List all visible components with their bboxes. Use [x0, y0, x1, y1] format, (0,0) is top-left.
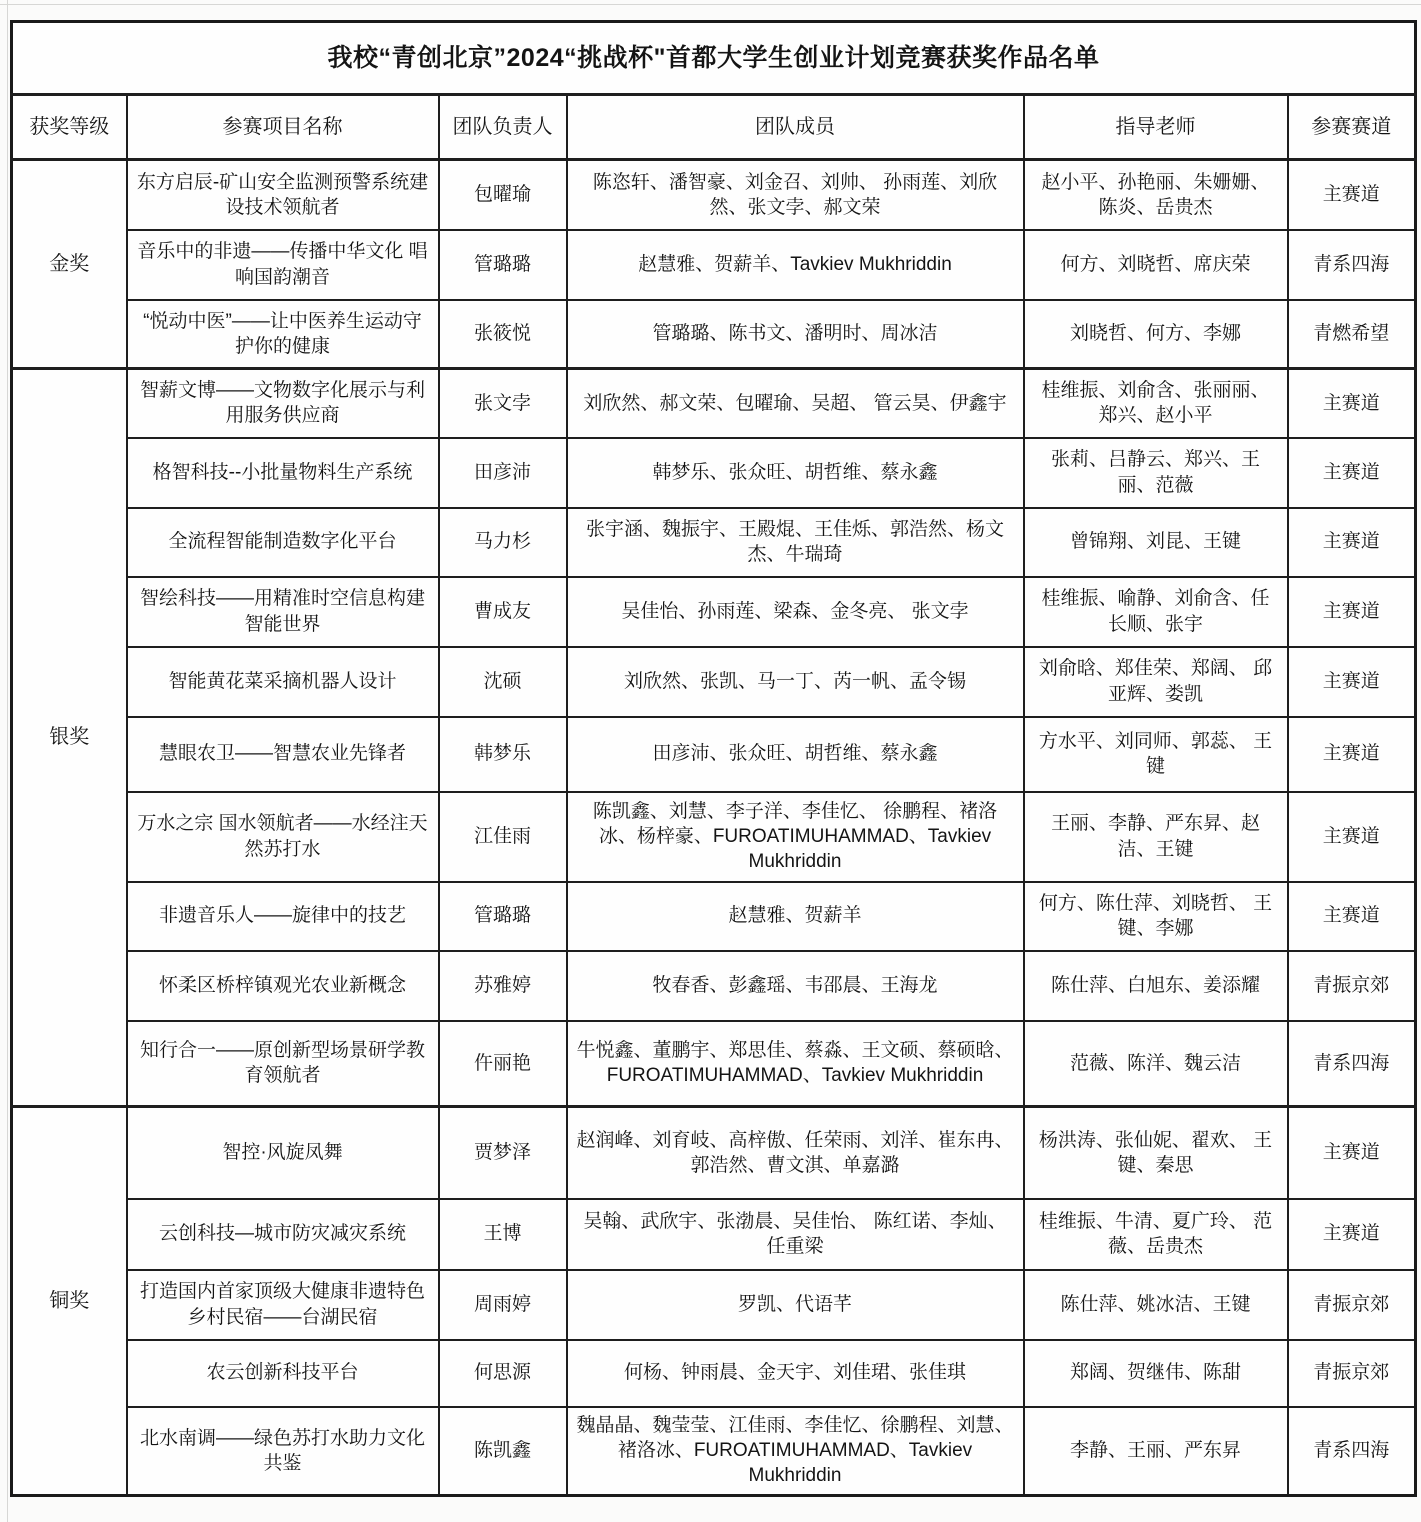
track-cell: 青燃希望	[1288, 300, 1416, 369]
table-row	[12, 508, 1416, 577]
advisors-cell: 郑阔、贺继伟、陈甜	[1024, 1340, 1288, 1407]
members-cell: 张宇涵、魏振宇、王殿焜、王佳烁、郭浩然、杨文杰、牛瑞琦	[567, 508, 1024, 577]
members-cell: 韩梦乐、张众旺、胡哲维、蔡永鑫	[567, 438, 1024, 508]
members-cell: 魏晶晶、魏莹莹、江佳雨、李佳忆、徐鹏程、刘慧、褚洛冰、FUROATIMUHAMMAD、Tavkiev Mukhriddin	[567, 1407, 1024, 1496]
column-header-members: 团队成员	[567, 95, 1024, 160]
table-row	[12, 1021, 1416, 1107]
leader-cell: 王博	[439, 1199, 567, 1270]
leader-cell: 贾梦泽	[439, 1107, 567, 1199]
project-cell: 非遗音乐人——旋律中的技艺	[127, 882, 439, 951]
project-cell: 怀柔区桥梓镇观光农业新概念	[127, 951, 439, 1021]
table-row	[12, 1270, 1416, 1340]
table-row	[12, 300, 1416, 369]
track-cell: 主赛道	[1288, 1199, 1416, 1270]
leader-cell: 张筱悦	[439, 300, 567, 369]
award-level-gold: 金奖	[12, 160, 127, 369]
project-cell: 慧眼农卫——智慧农业先锋者	[127, 717, 439, 792]
advisors-cell: 桂维振、喻静、刘俞含、任长顺、张宇	[1024, 577, 1288, 647]
leader-cell: 管璐璐	[439, 882, 567, 951]
project-cell: 智薪文博——文物数字化展示与利用服务供应商	[127, 369, 439, 438]
track-cell: 主赛道	[1288, 438, 1416, 508]
awards-table	[10, 20, 1417, 1497]
members-cell: 陈凯鑫、刘慧、李子洋、李佳忆、 徐鹏程、褚洛冰、杨梓豪、FUROATIMUHAMMAD、Tavkiev Mukhriddin	[567, 792, 1024, 882]
members-cell: 何杨、钟雨晨、金天宇、刘佳珺、张佳琪	[567, 1340, 1024, 1407]
project-cell: 农云创新科技平台	[127, 1340, 439, 1407]
members-cell: 陈恣轩、潘智豪、刘金召、刘帅、 孙雨莲、刘欣然、张文孛、郝文荣	[567, 160, 1024, 230]
column-header-award: 获奖等级	[12, 95, 127, 160]
advisors-cell: 刘晓哲、何方、李娜	[1024, 300, 1288, 369]
advisors-cell: 方水平、刘同师、郭蕊、 王键	[1024, 717, 1288, 792]
members-cell: 牛悦鑫、董鹏宇、郑思佳、蔡淼、王文硕、蔡硕晗、FUROATIMUHAMMAD、Tavkiev Mukhriddin	[567, 1021, 1024, 1107]
leader-cell: 沈硕	[439, 647, 567, 717]
advisors-cell: 桂维振、刘俞含、张丽丽、郑兴、赵小平	[1024, 369, 1288, 438]
track-cell: 青系四海	[1288, 1407, 1416, 1496]
project-cell: 智能黄花菜采摘机器人设计	[127, 647, 439, 717]
project-cell: 云创科技—城市防灾减灾系统	[127, 1199, 439, 1270]
award-level-bronze: 铜奖	[12, 1107, 127, 1496]
column-header-leader: 团队负责人	[439, 95, 567, 160]
members-cell: 赵润峰、刘育岐、高梓傲、任荣雨、刘洋、崔东冉、郭浩然、曹文淇、单嘉潞	[567, 1107, 1024, 1199]
project-cell: 万水之宗 国水领航者——水经注天然苏打水	[127, 792, 439, 882]
track-cell: 青振京郊	[1288, 1270, 1416, 1340]
track-cell: 主赛道	[1288, 792, 1416, 882]
leader-cell: 马力杉	[439, 508, 567, 577]
column-header-advisors: 指导老师	[1024, 95, 1288, 160]
table-row	[12, 647, 1416, 717]
advisors-cell: 王丽、李静、严东昇、赵洁、王键	[1024, 792, 1288, 882]
table-row	[12, 438, 1416, 508]
track-cell: 主赛道	[1288, 647, 1416, 717]
leader-cell: 韩梦乐	[439, 717, 567, 792]
table-row	[12, 717, 1416, 792]
leader-cell: 包曜瑜	[439, 160, 567, 230]
track-cell: 青系四海	[1288, 1021, 1416, 1107]
table-row	[12, 577, 1416, 647]
project-cell: 格智科技--小批量物料生产系统	[127, 438, 439, 508]
members-cell: 吴翰、武欣宇、张渤晨、吴佳怡、 陈红诺、李灿、任重梁	[567, 1199, 1024, 1270]
page-title: 我校“青创北京”2024“挑战杯"首都大学生创业计划竞赛获奖作品名单	[12, 22, 1416, 95]
track-cell: 主赛道	[1288, 160, 1416, 230]
project-cell: 知行合一——原创新型场景研学教育领航者	[127, 1021, 439, 1107]
table-row	[12, 369, 1416, 438]
members-cell: 刘欣然、张凯、马一丁、芮一帆、孟令锡	[567, 647, 1024, 717]
leader-cell: 曹成友	[439, 577, 567, 647]
leader-cell: 江佳雨	[439, 792, 567, 882]
advisors-cell: 刘俞晗、郑佳荣、郑阔、 邱亚辉、娄凯	[1024, 647, 1288, 717]
table-row	[12, 1407, 1416, 1496]
project-cell: 东方启辰-矿山安全监测预警系统建设技术领航者	[127, 160, 439, 230]
track-cell: 主赛道	[1288, 717, 1416, 792]
track-cell: 主赛道	[1288, 882, 1416, 951]
table-row	[12, 792, 1416, 882]
award-level-silver: 银奖	[12, 369, 127, 1107]
spreadsheet-gridline-left	[7, 0, 8, 1522]
members-cell: 刘欣然、郝文荣、包曜瑜、吴超、 管云昊、伊鑫宇	[567, 369, 1024, 438]
project-cell: 全流程智能制造数字化平台	[127, 508, 439, 577]
advisors-cell: 陈仕萍、姚冰洁、王键	[1024, 1270, 1288, 1340]
title-row	[12, 22, 1416, 95]
members-cell: 管璐璐、陈书文、潘明时、周冰洁	[567, 300, 1024, 369]
table-row	[12, 160, 1416, 230]
members-cell: 赵慧雅、贺薪羊	[567, 882, 1024, 951]
table-row	[12, 882, 1416, 951]
table-row	[12, 230, 1416, 300]
track-cell: 主赛道	[1288, 1107, 1416, 1199]
leader-cell: 陈凯鑫	[439, 1407, 567, 1496]
advisors-cell: 李静、王丽、严东昇	[1024, 1407, 1288, 1496]
leader-cell: 苏雅婷	[439, 951, 567, 1021]
header-row	[12, 95, 1416, 160]
leader-cell: 张文孛	[439, 369, 567, 438]
table-row	[12, 1107, 1416, 1199]
track-cell: 青系四海	[1288, 230, 1416, 300]
spreadsheet-gridline-top	[0, 4, 1421, 5]
members-cell: 罗凯、代语芊	[567, 1270, 1024, 1340]
table-row	[12, 1340, 1416, 1407]
advisors-cell: 范薇、陈洋、魏云洁	[1024, 1021, 1288, 1107]
table-row	[12, 1199, 1416, 1270]
leader-cell: 田彦沛	[439, 438, 567, 508]
advisors-cell: 何方、陈仕萍、刘晓哲、 王键、李娜	[1024, 882, 1288, 951]
table-row	[12, 951, 1416, 1021]
column-header-track: 参赛赛道	[1288, 95, 1416, 160]
leader-cell: 周雨婷	[439, 1270, 567, 1340]
members-cell: 赵慧雅、贺薪羊、Tavkiev Mukhriddin	[567, 230, 1024, 300]
track-cell: 主赛道	[1288, 508, 1416, 577]
track-cell: 主赛道	[1288, 577, 1416, 647]
project-cell: 智绘科技——用精准时空信息构建智能世界	[127, 577, 439, 647]
track-cell: 青振京郊	[1288, 951, 1416, 1021]
advisors-cell: 陈仕萍、白旭东、姜添耀	[1024, 951, 1288, 1021]
advisors-cell: 张莉、吕静云、郑兴、王丽、范薇	[1024, 438, 1288, 508]
project-cell: 音乐中的非遗——传播中华文化 唱响国韵潮音	[127, 230, 439, 300]
advisors-cell: 何方、刘晓哲、席庆荣	[1024, 230, 1288, 300]
leader-cell: 何思源	[439, 1340, 567, 1407]
project-cell: 北水南调——绿色苏打水助力文化共鉴	[127, 1407, 439, 1496]
leader-cell: 仵丽艳	[439, 1021, 567, 1107]
project-cell: 打造国内首家顶级大健康非遗特色乡村民宿——台湖民宿	[127, 1270, 439, 1340]
column-header-project: 参赛项目名称	[127, 95, 439, 160]
advisors-cell: 桂维振、牛清、夏广玲、 范薇、岳贵杰	[1024, 1199, 1288, 1270]
project-cell: “悦动中医”——让中医养生运动守护你的健康	[127, 300, 439, 369]
track-cell: 主赛道	[1288, 369, 1416, 438]
advisors-cell: 曾锦翔、刘昆、王键	[1024, 508, 1288, 577]
advisors-cell: 杨洪涛、张仙妮、翟欢、 王键、秦思	[1024, 1107, 1288, 1199]
track-cell: 青振京郊	[1288, 1340, 1416, 1407]
leader-cell: 管璐璐	[439, 230, 567, 300]
project-cell: 智控·风旋凤舞	[127, 1107, 439, 1199]
members-cell: 吴佳怡、孙雨莲、梁森、金冬亮、 张文孛	[567, 577, 1024, 647]
advisors-cell: 赵小平、孙艳丽、朱姗姗、陈炎、岳贵杰	[1024, 160, 1288, 230]
awards-table-container	[10, 20, 1417, 1497]
members-cell: 牧春香、彭鑫瑶、韦邵晨、王海龙	[567, 951, 1024, 1021]
members-cell: 田彦沛、张众旺、胡哲维、蔡永鑫	[567, 717, 1024, 792]
